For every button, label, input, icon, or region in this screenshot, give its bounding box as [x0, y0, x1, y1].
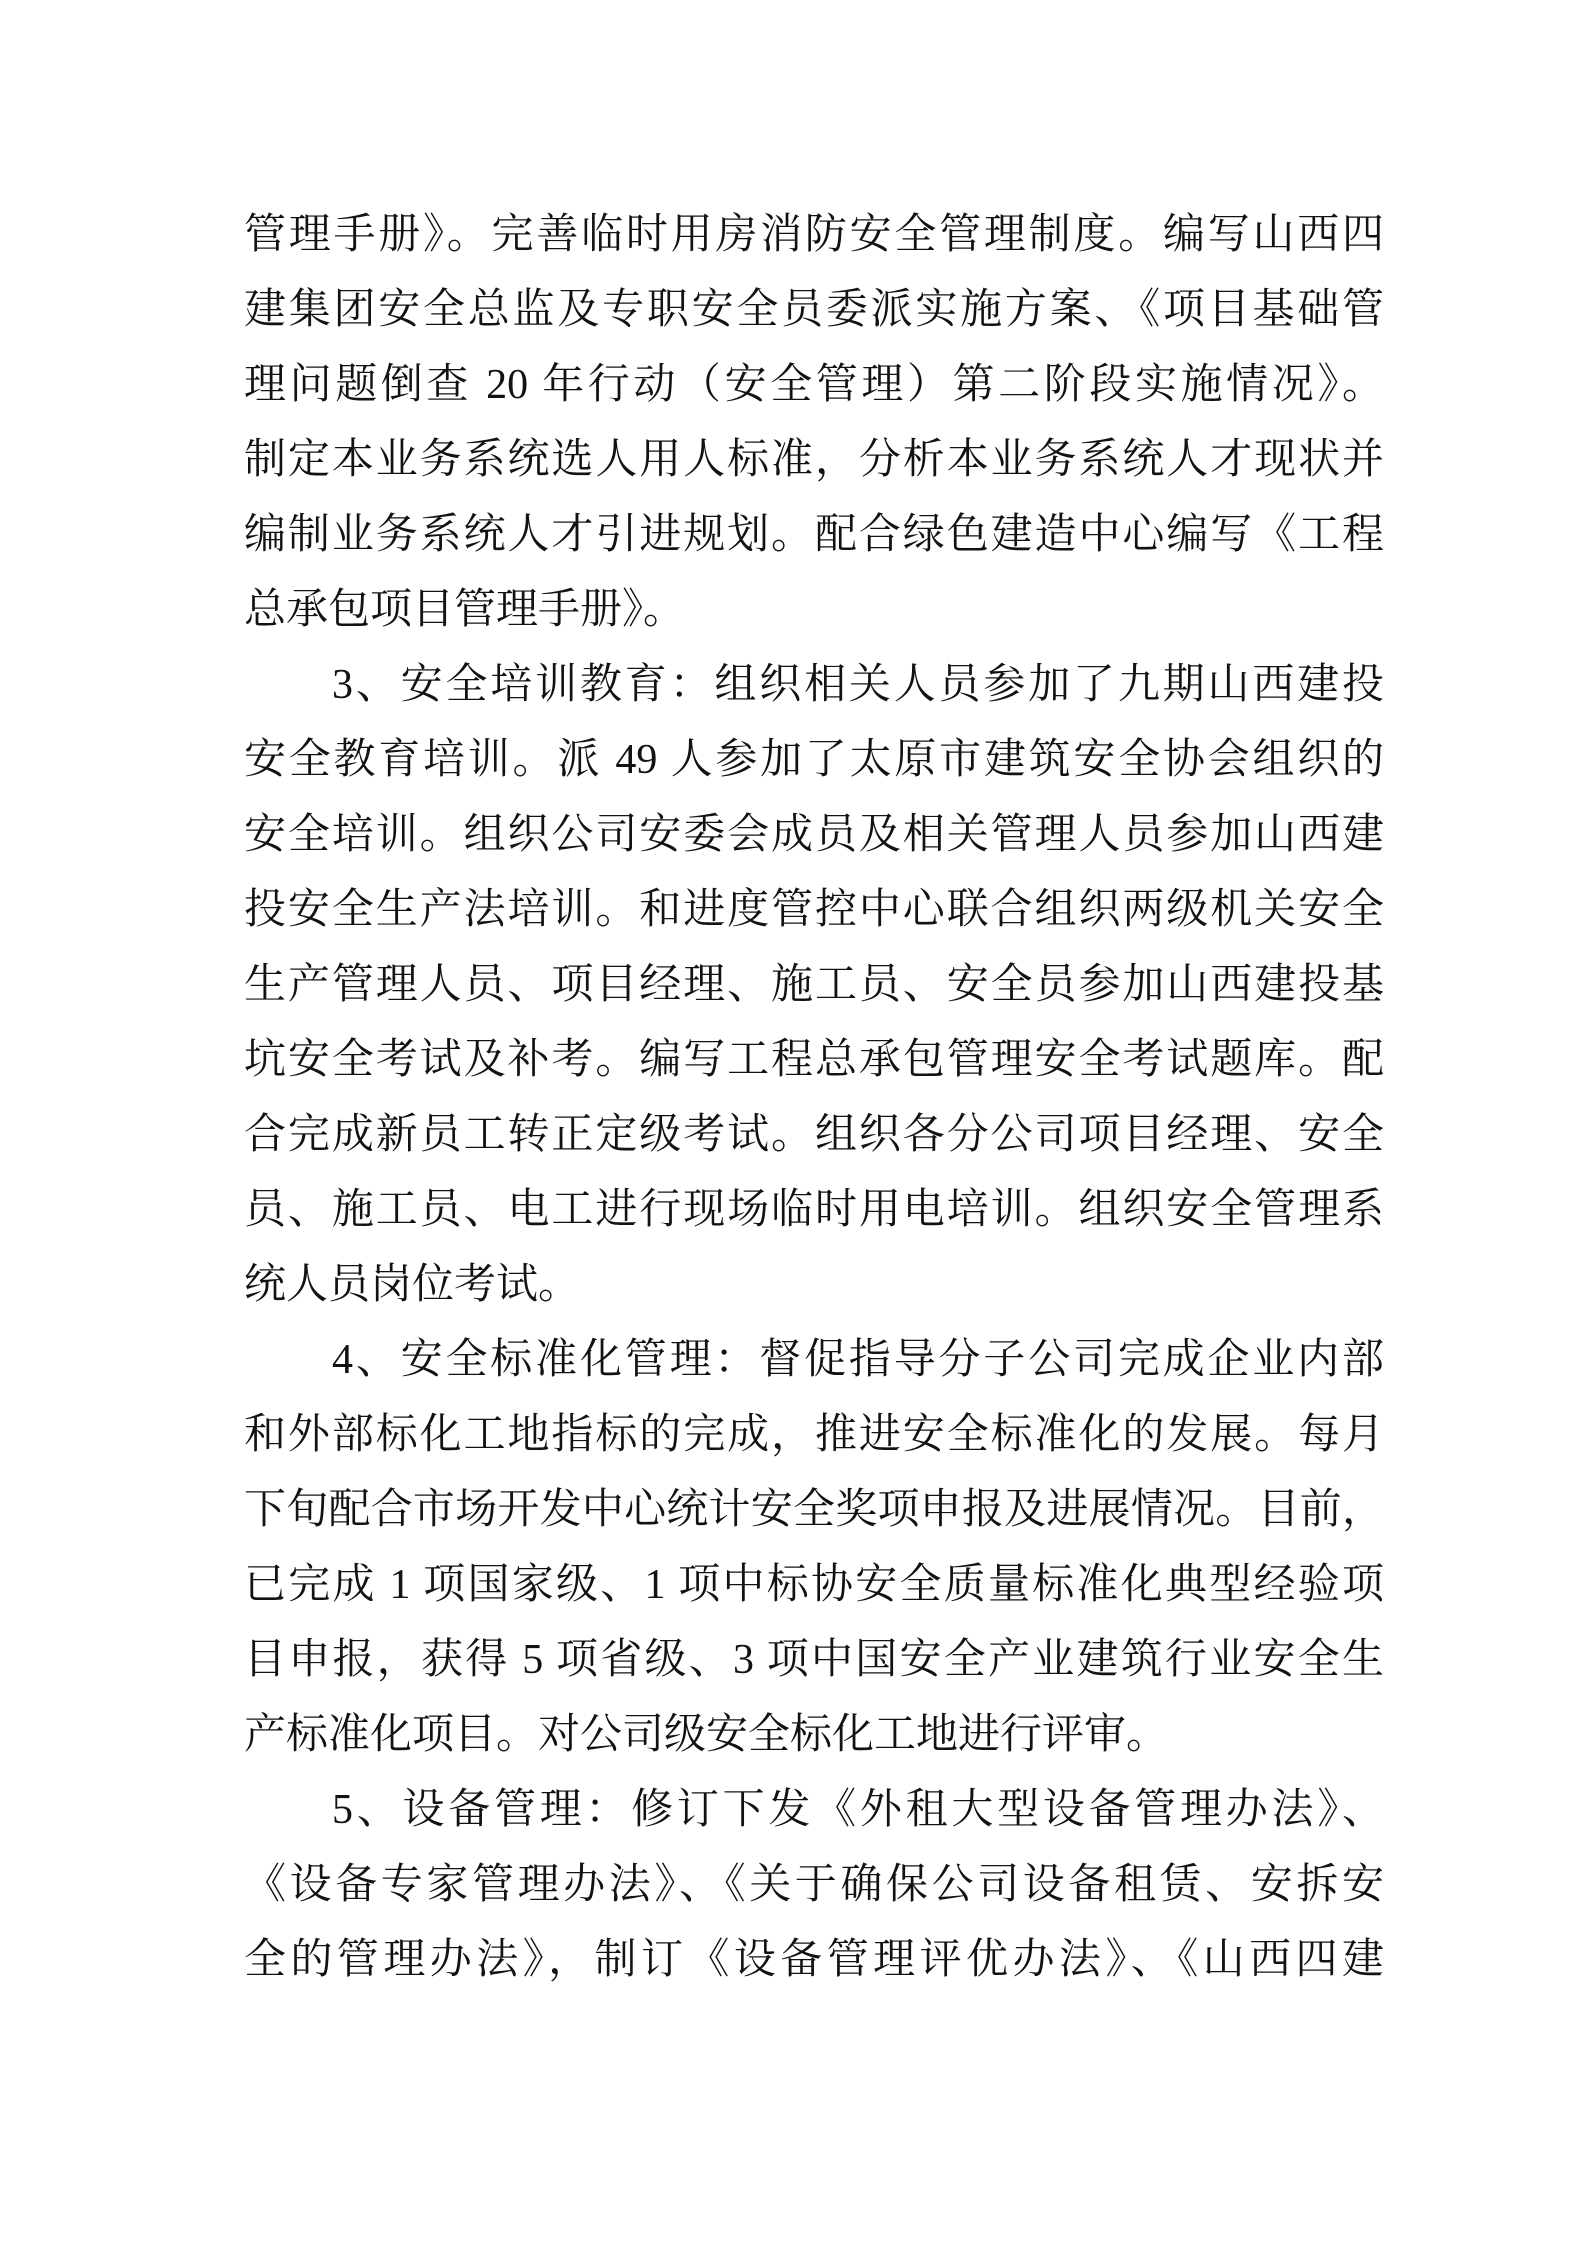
text-line-22: 5、设备管理：修订下发《外租大型设备管理办法》、	[332, 1787, 1384, 1833]
text-line-4: 制定本业务系统选人用人标准，分析本业务系统人才现状并	[244, 437, 1384, 483]
text-line-6: 总承包项目管理手册》。	[244, 587, 686, 633]
text-line-21: 产标准化项目。对公司级安全标化工地进行评审。	[244, 1712, 1169, 1758]
text-line-7: 3、安全培训教育：组织相关人员参加了九期山西建投	[332, 662, 1384, 708]
text-line-16: 4、安全标准化管理：督促指导分子公司完成企业内部	[332, 1337, 1384, 1383]
text-line-8: 安全教育培训。派 49 人参加了太原市建筑安全协会组织的	[244, 737, 1384, 783]
text-line-12: 坑安全考试及补考。编写工程总承包管理安全考试题库。配	[244, 1037, 1384, 1083]
text-line-19: 已完成 1 项国家级、1 项中标协安全质量标准化典型经验项	[244, 1562, 1384, 1608]
text-line-20: 目申报，获得 5 项省级、3 项中国安全产业建筑行业安全生	[244, 1637, 1384, 1683]
text-line-3: 理问题倒查 20 年行动（安全管理）第二阶段实施情况》。	[244, 362, 1384, 408]
document-text-block	[244, 198, 1384, 1998]
text-line-17: 和外部标化工地指标的完成，推进安全标准化的发展。每月	[244, 1412, 1384, 1458]
text-line-24: 全的管理办法》，制订《设备管理评优办法》、《山西四建	[244, 1937, 1384, 1983]
text-line-9: 安全培训。组织公司安委会成员及相关管理人员参加山西建	[244, 812, 1384, 858]
text-line-1: 管理手册》。完善临时用房消防安全管理制度。编写山西四	[244, 212, 1384, 258]
text-line-2: 建集团安全总监及专职安全员委派实施方案、《项目基础管	[244, 287, 1384, 333]
text-line-5: 编制业务系统人才引进规划。配合绿色建造中心编写《工程	[244, 512, 1384, 558]
text-line-13: 合完成新员工转正定级考试。组织各分公司项目经理、安全	[244, 1112, 1384, 1158]
text-line-15: 统人员岗位考试。	[244, 1262, 581, 1308]
text-line-23: 《设备专家管理办法》、《关于确保公司设备租赁、安拆安	[244, 1862, 1384, 1908]
text-line-10: 投安全生产法培训。和进度管控中心联合组织两级机关安全	[244, 887, 1384, 933]
text-line-11: 生产管理人员、项目经理、施工员、安全员参加山西建投基	[244, 962, 1384, 1008]
text-line-14: 员、施工员、电工进行现场临时用电培训。组织安全管理系	[244, 1187, 1384, 1233]
text-line-18: 下旬配合市场开发中心统计安全奖项申报及进展情况。目前，	[244, 1487, 1384, 1533]
